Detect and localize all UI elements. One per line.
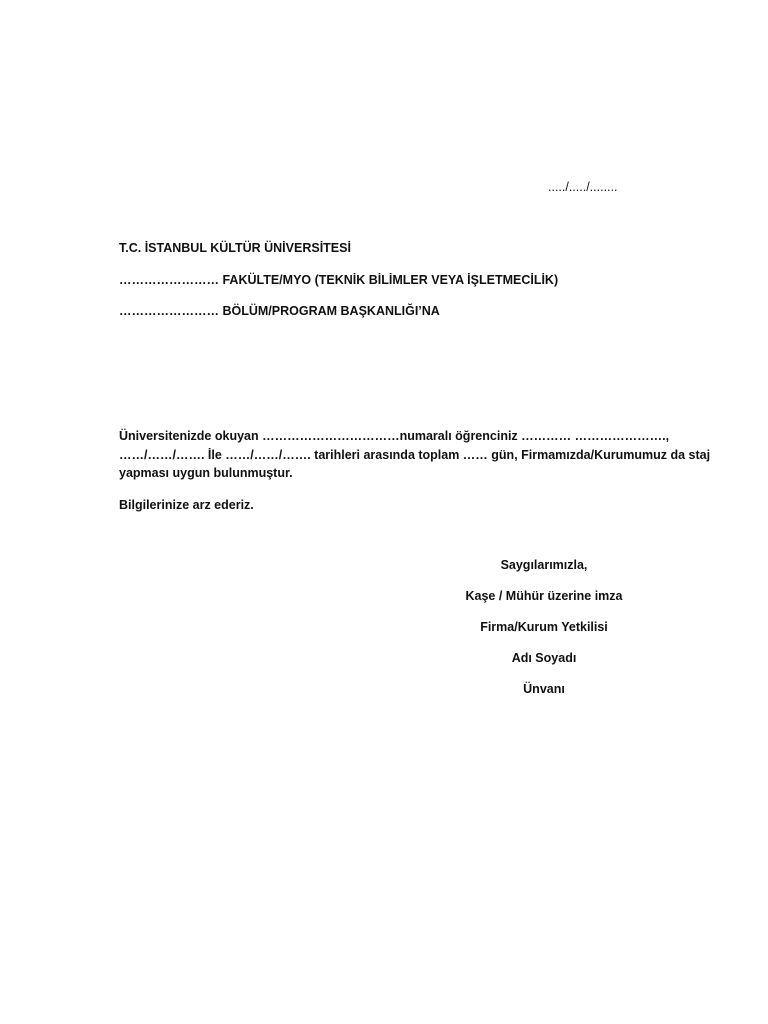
signature-stamp-line: Kaşe / Mühür üzerine imza bbox=[465, 589, 623, 603]
department-heading: …………………… BÖLÜM/PROGRAM BAŞKANLIĞI’NA bbox=[119, 304, 440, 318]
signature-title: Ünvanı bbox=[523, 682, 565, 696]
body-line-1: Üniversitenizde okuyan ……………………………numaralı öğrenciniz ………… …………………., bbox=[119, 429, 670, 443]
body-line-3: yapması uygun bulunmuştur. bbox=[119, 466, 293, 480]
signature-regards: Saygılarımızla, bbox=[500, 558, 588, 572]
closing-sentence: Bilgilerinize arz ederiz. bbox=[119, 498, 254, 512]
body-paragraph bbox=[119, 427, 711, 483]
university-heading: T.C. İSTANBUL KÜLTÜR ÜNİVERSİTESİ bbox=[119, 241, 351, 255]
body-line-2: ……/……/……. İle ……/……/……. tarihleri arasında toplam …… gün, Firmamızda/Kurumumuz da staj bbox=[119, 447, 711, 462]
signature-authority: Firma/Kurum Yetkilisi bbox=[480, 620, 608, 634]
date-line: ...../...../........ bbox=[548, 180, 618, 194]
faculty-heading: …………………… FAKÜLTE/MYO (TEKNİK BİLİMLER VEYA İŞLETMECİLİK) bbox=[119, 273, 559, 287]
signature-name: Adı Soyadı bbox=[511, 651, 577, 665]
